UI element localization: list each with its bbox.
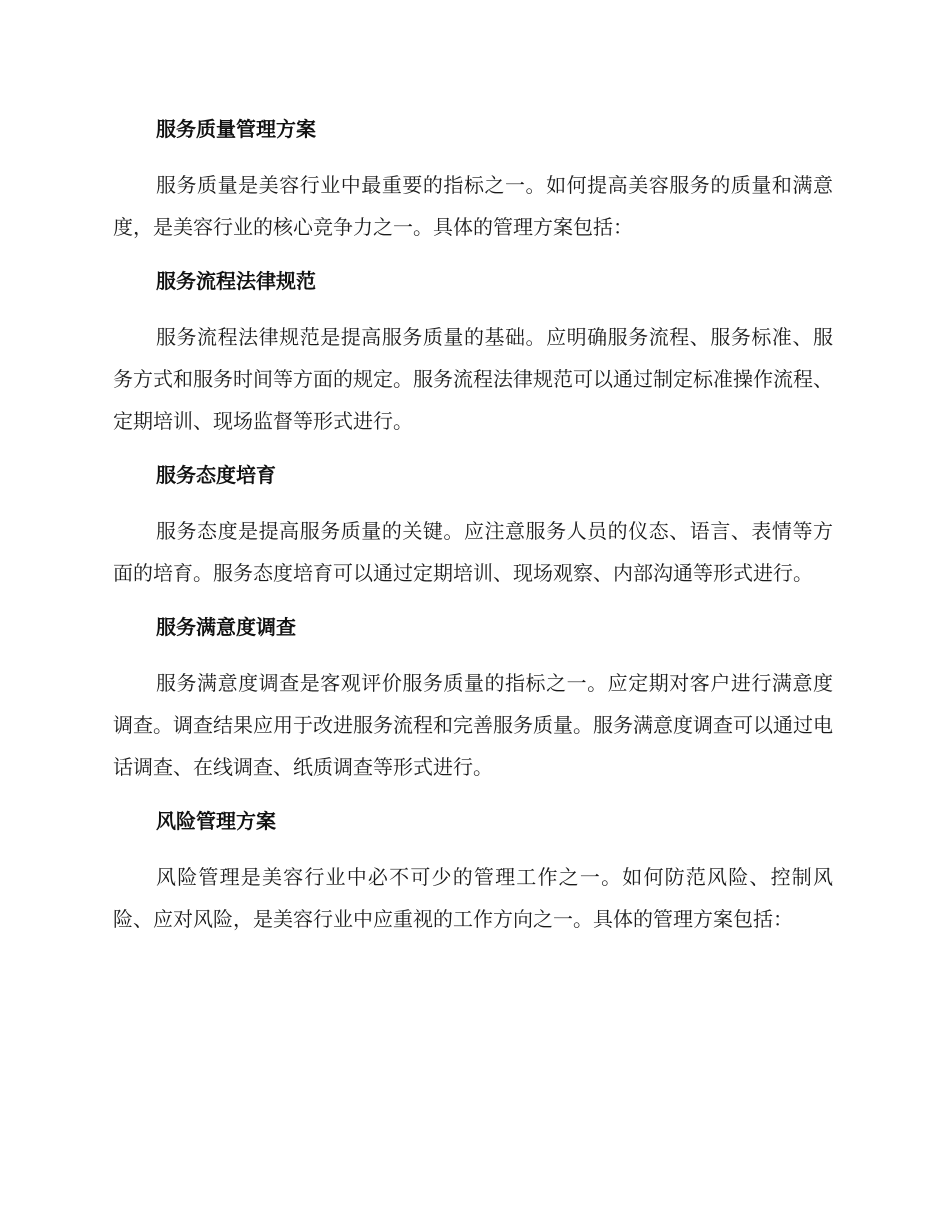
document-body [113, 108, 833, 952]
section-service-quality [113, 108, 833, 248]
section-heading: 服务态度培育 [156, 463, 276, 487]
section-process-standards [113, 260, 833, 442]
section-heading: 服务满意度调查 [156, 615, 296, 639]
section-service-attitude [113, 454, 833, 594]
section-paragraph: 服务流程法律规范是提高服务质量的基础。应明确服务流程、服务标准、服务方式和服务时间等方面的规定。服务流程法律规范可以通过制定标准操作流程、定期培训、现场监督等形式进行。 [113, 325, 833, 433]
section-heading: 风险管理方案 [156, 809, 276, 833]
section-paragraph: 风险管理是美容行业中必不可少的管理工作之一。如何防范风险、控制风险、应对风险，是美容行业中应重视的工作方向之一。具体的管理方案包括： [113, 865, 833, 931]
section-paragraph: 服务态度是提高服务质量的关键。应注意服务人员的仪态、语言、表情等方面的培育。服务态度培育可以通过定期培训、现场观察、内部沟通等形式进行。 [113, 519, 833, 585]
section-heading: 服务流程法律规范 [156, 269, 316, 293]
section-satisfaction-survey [113, 606, 833, 788]
section-paragraph: 服务满意度调查是客观评价服务质量的指标之一。应定期对客户进行满意度调查。调查结果应用于改进服务流程和完善服务质量。服务满意度调查可以通过电话调查、在线调查、纸质调查等形式进行。 [113, 671, 833, 779]
section-paragraph: 服务质量是美容行业中最重要的指标之一。如何提高美容服务的质量和满意度，是美容行业的核心竞争力之一。具体的管理方案包括： [113, 173, 833, 239]
section-risk-management [113, 800, 833, 940]
section-heading: 服务质量管理方案 [156, 117, 316, 141]
